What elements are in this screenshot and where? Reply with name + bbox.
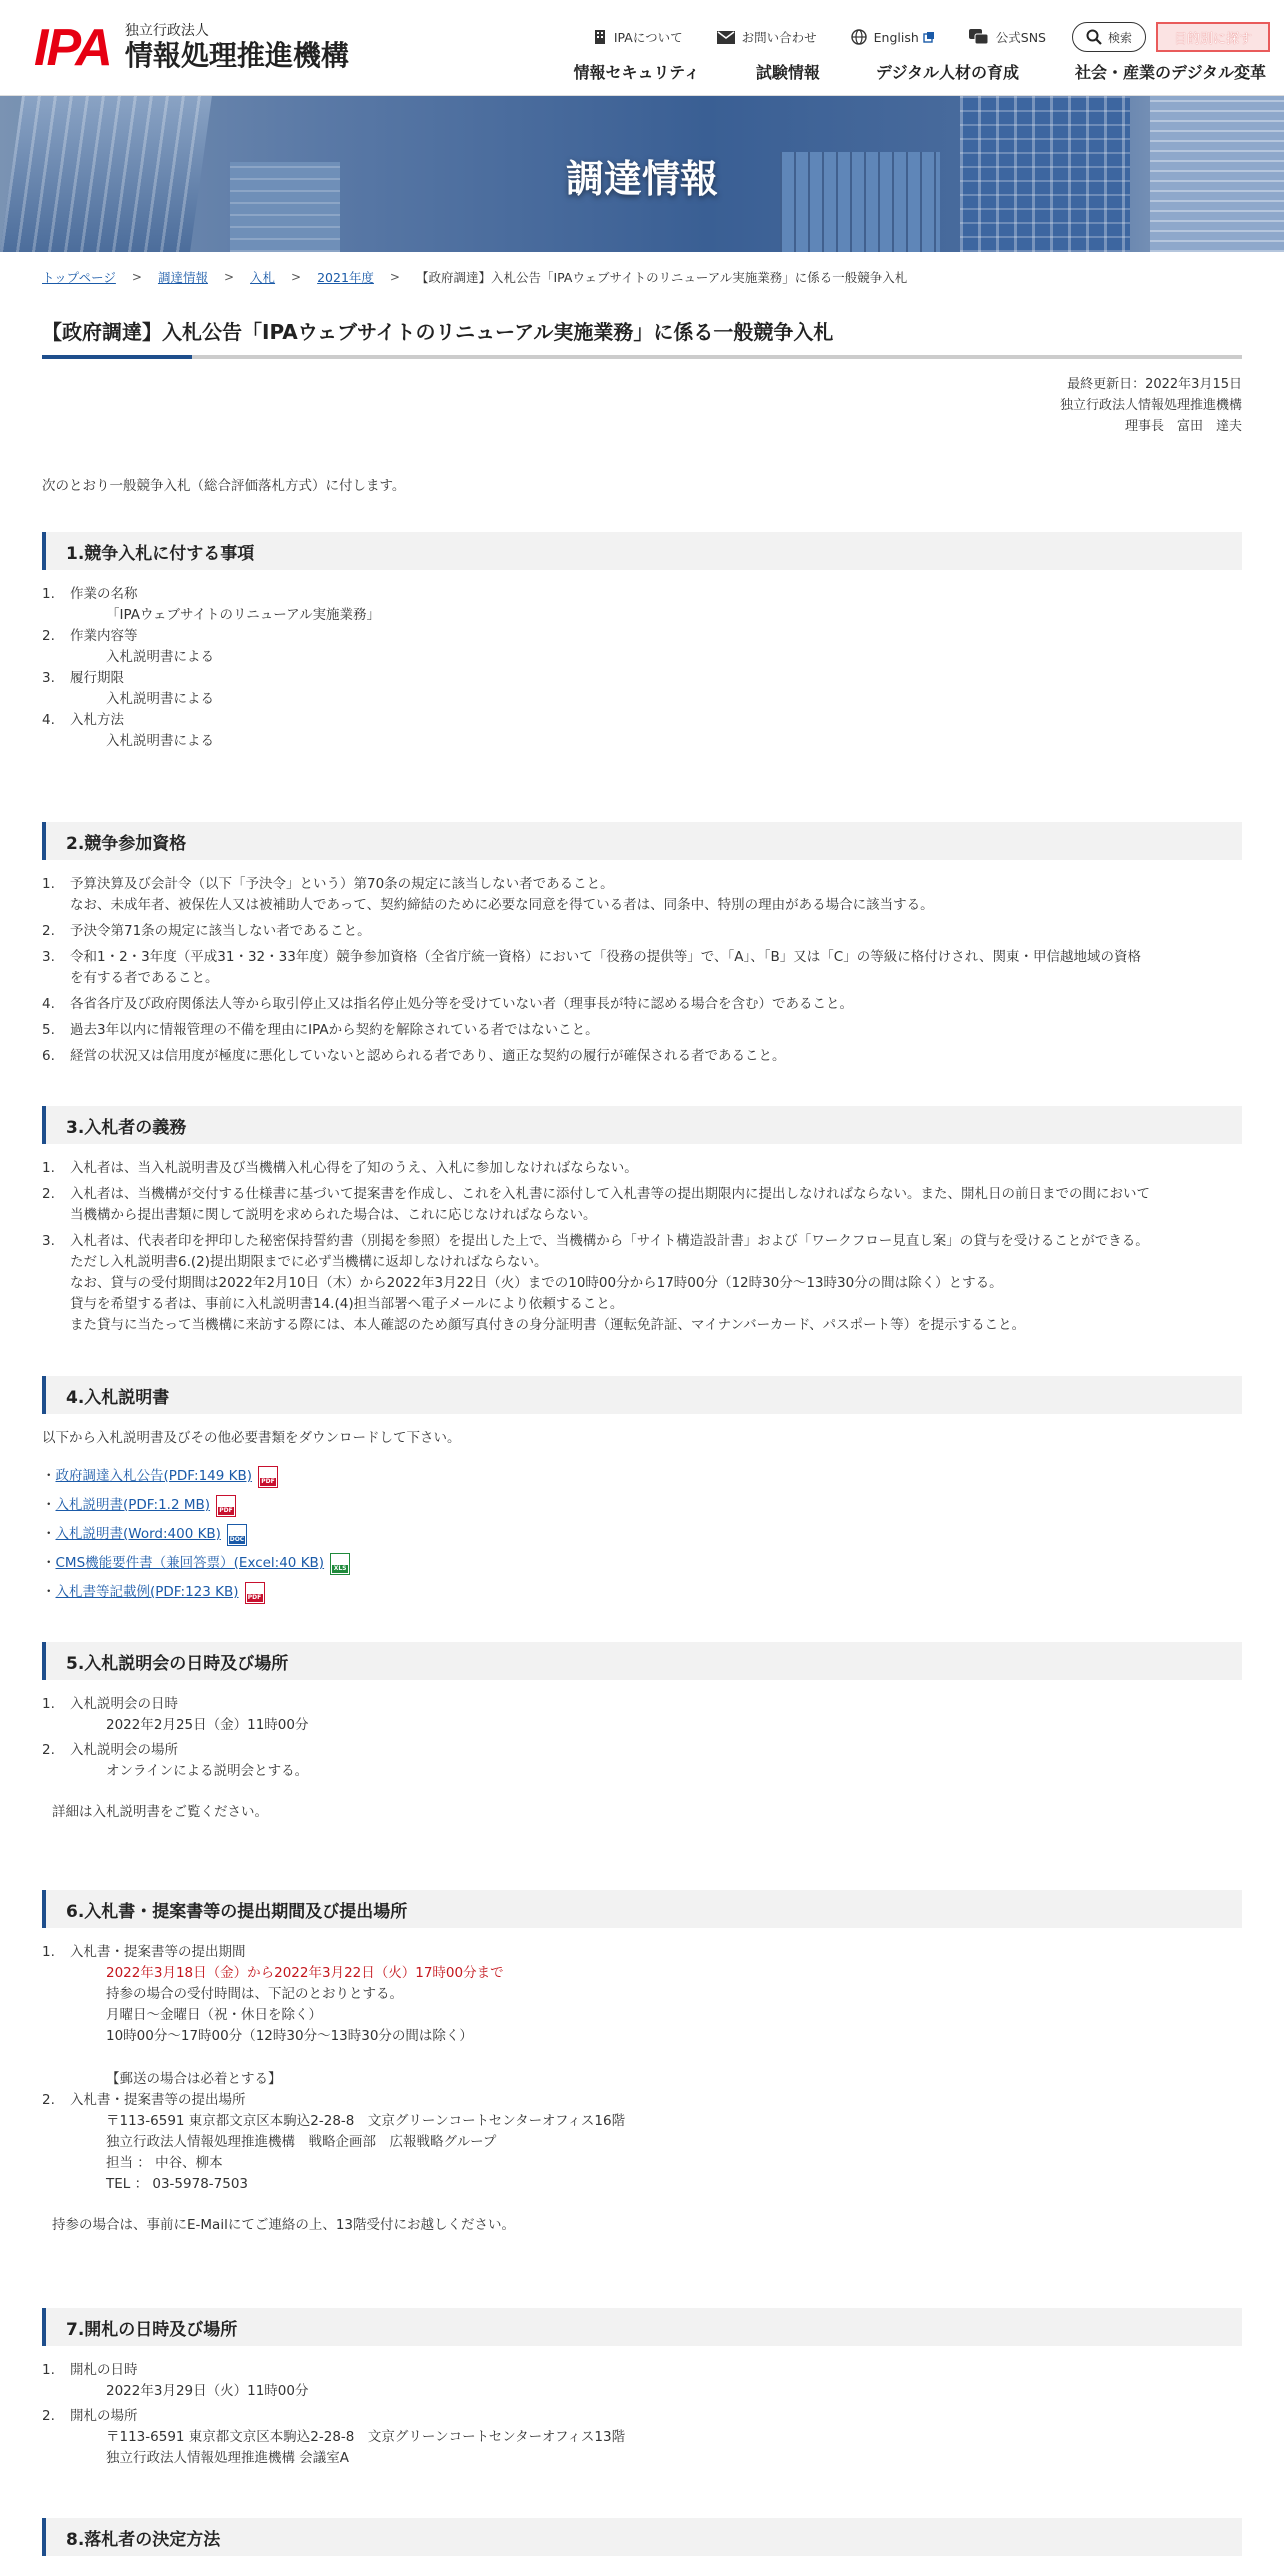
list-item <box>42 1158 1242 1179</box>
list-item <box>42 1740 1242 1782</box>
list-item <box>42 1694 1242 1736</box>
file-type-label: PDF <box>247 1594 262 1601</box>
item-title: 入札説明会の場所 <box>70 1742 178 1758</box>
item-text: 令和1・2・3年度（平成31・32・33年度）競争参加資格（全省庁統一資格）において「役務の提供等」で、「A」、「B」又は「C」の等級に格付けされ、関東・甲信越地域の資格 <box>70 949 1142 965</box>
excel-file-icon <box>330 1553 350 1575</box>
util-about-link[interactable] <box>593 28 683 46</box>
chevron-right-icon: > <box>223 270 235 284</box>
search-label: 検索 <box>1107 30 1132 45</box>
list-number: 1. <box>42 1944 55 1960</box>
util-sns-link[interactable] <box>969 28 1046 46</box>
utility-nav <box>559 22 1270 52</box>
list-number: 1. <box>42 1696 55 1712</box>
item-detail: 入札説明書による <box>106 733 214 749</box>
breadcrumb-home[interactable]: トップページ <box>42 270 116 285</box>
item-text: 過去3年以内に情報管理の不備を理由にIPAから契約を解除されている者ではないこと。 <box>70 1022 599 1038</box>
item-text: 入札者は、当入札説明書及び当機構入札心得を了知のうえ、入札に参加しなければならない。 <box>70 1160 638 1176</box>
breadcrumb-fy2021[interactable]: 2021年度 <box>317 270 374 285</box>
download-item: ・ CMS機能要件書（兼回答票）(Excel:40 KB) XLS <box>42 1549 350 1578</box>
list-number: 5. <box>42 1022 55 1038</box>
list-number: 6. <box>42 1048 55 1064</box>
item-title: 入札方法 <box>70 712 124 728</box>
download-link[interactable]: 入札説明書(PDF:1.2 MB) <box>55 1497 211 1513</box>
pdf-file-icon <box>258 1466 278 1488</box>
page-title <box>42 316 1242 359</box>
item-detail: 独立行政法人情報処理推進機構 戦略企画部 広報戦略グループ <box>106 2134 497 2150</box>
breadcrumb-bidding[interactable]: 入札 <box>250 270 276 285</box>
item-detail: 担当 ： 中谷、柳本 <box>106 2155 223 2171</box>
list-number: 3. <box>42 1233 55 1249</box>
item-title: 履行期限 <box>70 670 124 686</box>
logo-subtitle: 独立行政法人 <box>124 23 209 40</box>
globe-icon <box>851 29 867 45</box>
find-by-purpose-button[interactable] <box>1156 22 1270 52</box>
list-item <box>42 2090 1242 2195</box>
list-number: 2. <box>42 923 55 939</box>
util-contact-link[interactable] <box>717 28 817 46</box>
item-detail: 2022年3月29日（火）11時00分 <box>106 2383 309 2399</box>
download-item: ・ 入札説明書(PDF:1.2 MB) PDF <box>42 1491 350 1520</box>
list-number: 4. <box>42 996 55 1012</box>
pdf-file-icon <box>245 1582 265 1604</box>
item-detail: 2022年2月25日（金）11時00分 <box>106 1717 309 1733</box>
list-item <box>42 874 1242 916</box>
section-heading-4: 4.入札説明書 <box>42 1376 1242 1414</box>
chevron-right-icon: > <box>389 270 400 284</box>
file-type-label: DOC <box>229 1536 245 1543</box>
list-item <box>42 947 1242 989</box>
section-4-lead: 以下から入札説明書及びその他必要書類をダウンロードして下さい。 <box>42 1430 461 1446</box>
list-item <box>42 1020 1242 1041</box>
file-type-label: XLS <box>333 1565 347 1572</box>
list-item <box>42 921 1242 942</box>
item-title: 作業の名称 <box>70 586 138 602</box>
download-link[interactable]: 政府調達入札公告(PDF:149 KB) <box>55 1468 253 1484</box>
list-item <box>42 668 1242 710</box>
item-text: ただし入札説明書6.(2)提出期限までに必ず当機構に返却しなければならない。 <box>70 1254 548 1270</box>
download-link[interactable]: 入札説明書(Word:400 KB) <box>55 1526 221 1542</box>
item-text: 入札者は、代表者印を押印した秘密保持誓約書（別掲を参照）を提出した上で、当機構から「サイト構造設計書」および「ワークフロー見直し案」の貸与を受けることができる。 <box>70 1233 1149 1249</box>
item-title: 作業内容等 <box>70 628 138 644</box>
list-item <box>42 1046 1242 1067</box>
ipa-logo[interactable] <box>34 19 349 77</box>
site-header <box>0 0 1284 96</box>
list-number: 1. <box>42 2362 55 2378</box>
item-text: 入札者は、当機構が交付する仕様書に基づいて提案書を作成し、これを入札書に添付して入札書等の提出期限内に提出しなければならない。また、開札日の前日までの間において <box>70 1186 1150 1202</box>
item-detail: 入札説明書による <box>106 649 214 665</box>
list-number: 2. <box>42 1742 55 1758</box>
item-title: 入札書・提案書等の提出期間 <box>70 1944 246 1960</box>
list-item <box>42 2406 1242 2469</box>
nav-security[interactable]: 情報セキュリティ <box>573 63 700 82</box>
list-item <box>42 626 1242 668</box>
item-text: 経営の状況又は信用度が極度に悪化していないと認められる者であり、適正な契約の履行が確保される者であること。 <box>70 1048 786 1064</box>
chevron-right-icon: > <box>291 270 302 284</box>
util-about-label: IPAについて <box>613 30 683 45</box>
item-detail: TEL ： 03-5978-7503 <box>106 2176 249 2192</box>
issuer-chair: 理事長 富田 達夫 <box>1124 419 1242 434</box>
section-heading-6: 6.入札書・提案書等の提出期間及び提出場所 <box>42 1890 1242 1928</box>
publish-meta <box>1060 374 1242 437</box>
item-text: 予算決算及び会計令（以下「予決令」という）第70条の規定に該当しない者であること。 <box>70 876 614 892</box>
item-text: 貸与を希望する者は、事前に入札説明書14.(4)担当部署へ電子メールにより依頼すること。 <box>70 1296 624 1312</box>
list-number: 3. <box>42 670 55 686</box>
item-title: 入札説明会の日時 <box>70 1696 178 1712</box>
list-item <box>42 1942 1242 2090</box>
download-item: ・ 政府調達入札公告(PDF:149 KB) PDF <box>42 1462 350 1491</box>
title-underline-accent <box>42 355 192 359</box>
section-3-list <box>42 1158 1242 1336</box>
item-title: 開札の日時 <box>70 2362 138 2378</box>
item-detail: 【郵送の場合は必着とする】 <box>106 2071 282 2087</box>
external-link-icon <box>923 31 935 43</box>
list-item <box>42 2360 1242 2402</box>
section-2-list <box>42 874 1242 1067</box>
list-item <box>42 584 1242 626</box>
list-number: 2. <box>42 2408 55 2424</box>
page-banner <box>0 96 1284 252</box>
file-type-label: PDF <box>219 1507 233 1514</box>
purpose-label: 目的別に探す <box>1173 31 1252 47</box>
util-contact-label: お問い合わせ <box>741 30 817 45</box>
list-number: 2. <box>42 1186 55 1202</box>
section-1-list <box>42 584 1242 752</box>
breadcrumb <box>42 268 907 286</box>
section-heading-5: 5.入札説明会の日時及び場所 <box>42 1642 1242 1680</box>
section-heading-1: 1.競争入札に付する事項 <box>42 532 1242 570</box>
section-5-note: 詳細は入札説明書をご覧ください。 <box>52 1804 268 1820</box>
list-number: 3. <box>42 949 55 965</box>
building-icon <box>593 29 607 45</box>
item-title: 開札の場所 <box>70 2408 138 2424</box>
mail-icon <box>717 31 735 44</box>
nav-exams[interactable]: 試験情報 <box>755 63 820 82</box>
search-icon <box>1086 29 1102 45</box>
util-english-link[interactable] <box>851 29 935 45</box>
last-updated: 最終更新日：2022年3月15日 <box>1067 377 1242 392</box>
item-detail: 独立行政法人情報処理推進機構 会議室A <box>106 2450 350 2466</box>
section-6-note: 持参の場合は、事前にE-Mailにてご連絡の上、13階受付にお越しください。 <box>52 2217 516 2233</box>
list-number: 4. <box>42 712 55 728</box>
list-number: 2. <box>42 2092 55 2108</box>
sns-icon <box>969 29 989 45</box>
item-detail: 10時00分～17時00分（12時30分～13時30分の間は除く） <box>106 2028 473 2044</box>
util-sns-label: 公式SNS <box>995 30 1046 45</box>
item-detail: 入札説明書による <box>106 691 214 707</box>
list-number: 1. <box>42 1160 55 1176</box>
search-button[interactable] <box>1072 22 1146 52</box>
pdf-file-icon <box>216 1495 236 1517</box>
banner-title: 調達情報 <box>565 157 718 201</box>
item-detail: オンラインによる説明会とする。 <box>106 1763 309 1779</box>
util-english-label: English <box>873 29 919 45</box>
file-type-label: PDF <box>261 1478 275 1485</box>
section-heading-8: 8.落札者の決定方法 <box>42 2518 1242 2556</box>
item-detail: 持参の場合の受付時間は、下記のとおりとする。 <box>106 1986 403 2002</box>
item-text: なお、未成年者、被保佐人又は被補助人であって、契約締結のために必要な同意を得ている者は、同条中、特別の理由がある場合に該当する。 <box>70 897 934 913</box>
word-file-icon <box>227 1524 247 1546</box>
item-text: 当機構から提出書類に関して説明を求められた場合は、これに応じなければならない。 <box>70 1207 597 1223</box>
section-heading-3: 3.入札者の義務 <box>42 1106 1242 1144</box>
breadcrumb-procurement[interactable]: 調達情報 <box>157 270 208 285</box>
section-6-list <box>42 1942 1242 2236</box>
list-number: 1. <box>42 876 55 892</box>
logo-mark: IPA <box>34 19 111 77</box>
intro-text: 次のとおり一般競争入札（総合評価落札方式）に付します。 <box>42 478 406 494</box>
item-detail: 月曜日～金曜日（祝・休日を除く） <box>106 2007 322 2023</box>
list-item <box>42 994 1242 1015</box>
nav-digital-transformation[interactable]: 社会・産業のデジタル変革 <box>1074 63 1266 82</box>
download-item: ・ 入札説明書(Word:400 KB) DOC <box>42 1520 350 1549</box>
section-5-list <box>42 1694 1242 1823</box>
section-heading-2: 2.競争参加資格 <box>42 822 1242 860</box>
page-title-text: 【政府調達】入札公告「IPAウェブサイトのリニューアル実施業務」に係る一般競争入札 <box>42 320 834 344</box>
item-detail: 〒113-6591 東京都文京区本駒込2-28-8 文京グリーンコートセンターオフィス16階 <box>106 2113 626 2129</box>
list-item <box>42 1184 1242 1226</box>
item-text: また貸与に当たって当機構に来訪する際には、本人確認のため顔写真付きの身分証明書（運転免許証、マイナンバーカード、パスポート等）を提示すること。 <box>70 1317 1026 1333</box>
item-title: 入札書・提案書等の提出場所 <box>70 2092 246 2108</box>
item-text: を有する者であること。 <box>70 970 219 986</box>
section-heading-7: 7.開札の日時及び場所 <box>42 2308 1242 2346</box>
chevron-right-icon: > <box>131 270 142 284</box>
download-list <box>42 1462 350 1607</box>
breadcrumb-current: 【政府調達】入札公告「IPAウェブサイトのリニューアル実施業務」に係る一般競争入札 <box>415 270 908 285</box>
list-number: 1. <box>42 586 55 602</box>
list-item <box>42 1231 1242 1336</box>
logo-title: 情報処理推進機構 <box>124 38 349 72</box>
item-detail: 「IPAウェブサイトのリニューアル実施業務」 <box>106 607 381 623</box>
item-text: 予決令第71条の規定に該当しない者であること。 <box>70 923 371 939</box>
list-number: 2. <box>42 628 55 644</box>
global-nav <box>517 60 1266 83</box>
list-item <box>42 710 1242 752</box>
download-item: ・ 入札書等記載例(PDF:123 KB) PDF <box>42 1578 350 1607</box>
download-link[interactable]: 入札書等記載例(PDF:123 KB) <box>55 1584 239 1600</box>
issuer-org: 独立行政法人情報処理推進機構 <box>1059 398 1242 413</box>
section-7-list <box>42 2360 1242 2469</box>
item-text: なお、貸与の受付期間は2022年2月10日（木）から2022年3月22日（火）までの10時00分から17時00分（12時30分～13時30分の間は除く）とする。 <box>70 1275 1003 1291</box>
nav-digital-talent[interactable]: デジタル人材の育成 <box>875 63 1019 82</box>
submission-period: 2022年3月18日（金）から2022年3月22日（火）17時00分まで <box>106 1965 504 1981</box>
download-link[interactable]: CMS機能要件書（兼回答票）(Excel:40 KB) <box>55 1555 325 1571</box>
item-detail: 〒113-6591 東京都文京区本駒込2-28-8 文京グリーンコートセンターオフィス13階 <box>106 2429 626 2445</box>
item-text: 各省各庁及び政府関係法人等から取引停止又は指名停止処分等を受けていない者（理事長が特に認める場合を含む）であること。 <box>70 996 853 1012</box>
